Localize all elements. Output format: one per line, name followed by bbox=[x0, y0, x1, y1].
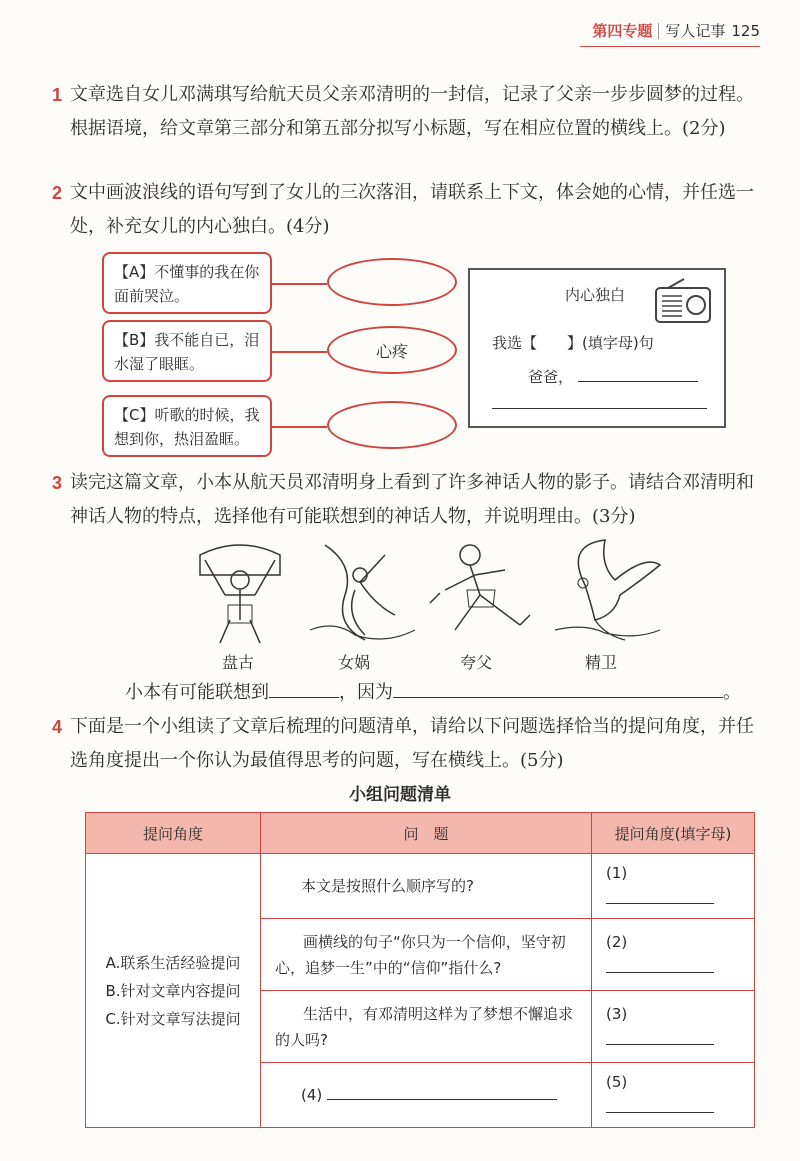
question-text: 文中画波浪线的语句写到了女儿的三次落泪，请联系上下文，体会她的心情，并任选一处，补充女儿的内心独白。(4分) bbox=[70, 182, 754, 237]
divider bbox=[658, 23, 659, 39]
jingwei-illustration bbox=[545, 535, 665, 645]
figure-blank[interactable] bbox=[269, 677, 339, 698]
slot-label: (1) bbox=[606, 864, 628, 882]
answer-cell bbox=[592, 991, 755, 1063]
question-number: 1 bbox=[52, 85, 63, 105]
monologue-box bbox=[468, 268, 726, 428]
question-cell: 生活中，有邓清明这样为了梦想不懈追求的人吗? bbox=[261, 991, 592, 1063]
question-cell: 本文是按照什么顺序写的? bbox=[261, 854, 592, 919]
header-fill: 提问角度(填字母) bbox=[592, 813, 755, 854]
answer-mid: ，因为 bbox=[339, 682, 393, 703]
figure-label: 女娲 bbox=[338, 653, 371, 672]
question-number: 3 bbox=[52, 473, 63, 493]
question-3-answer bbox=[125, 676, 765, 710]
page-number: 125 bbox=[731, 21, 760, 40]
monologue-blank-2[interactable] bbox=[492, 408, 707, 409]
connector bbox=[272, 283, 327, 285]
answer-blank[interactable] bbox=[606, 1098, 714, 1113]
radio-icon bbox=[654, 278, 712, 324]
custom-question-cell bbox=[261, 1063, 592, 1128]
figure-label: 夸父 bbox=[460, 653, 493, 672]
table-title: 小组问题清单 bbox=[349, 785, 451, 805]
slot-label: (4) bbox=[301, 1086, 323, 1104]
angle-option: A.联系生活经验提问 bbox=[105, 953, 241, 972]
monologue-line2 bbox=[528, 366, 698, 387]
answer-cell bbox=[592, 1063, 755, 1128]
answer-oval-a[interactable] bbox=[327, 258, 457, 306]
monologue-blank[interactable] bbox=[578, 381, 698, 382]
question-text: 下面是一个小组读了文章后梳理的问题清单，请给以下问题选择恰当的提问角度，并任选角度提出一个你认为最值得思考的问题，写在横线上。(5分) bbox=[70, 716, 754, 771]
angle-option: C.针对文章写法提问 bbox=[105, 1009, 241, 1028]
section-label: 第四专题 bbox=[592, 22, 653, 40]
question-cell: 画横线的句子“你只为一个信仰，坚守初心，追梦一生”中的“信仰”指什么? bbox=[261, 919, 592, 991]
option-box-a: 【A】不懂事的我在你面前哭泣。 bbox=[102, 252, 272, 314]
option-box-b: 【B】我不能自已，泪水湿了眼眶。 bbox=[102, 320, 272, 382]
question-3 bbox=[52, 466, 760, 534]
nuwa-illustration bbox=[305, 535, 425, 645]
header-question: 问 题 bbox=[261, 813, 592, 854]
question-number: 4 bbox=[52, 717, 63, 737]
question-text: 文章选自女儿邓满琪写给航天员父亲邓清明的一封信，记录了父亲一步步圆梦的过程。根据语境，给文章第三部分和第五部分拟写小标题，写在相应位置的横线上。(2分) bbox=[70, 84, 754, 139]
monologue-greeting: 爸爸， bbox=[528, 368, 574, 386]
monologue-line1: 我选【 】(填字母)句 bbox=[492, 334, 654, 352]
figure-label: 精卫 bbox=[585, 653, 618, 672]
question-1 bbox=[52, 78, 760, 146]
page-header bbox=[592, 20, 760, 41]
connector bbox=[272, 351, 327, 353]
topic-label: 写人记事 bbox=[665, 22, 726, 40]
kuafu-illustration bbox=[425, 535, 545, 645]
answer-cell bbox=[592, 919, 755, 991]
slot-label: (3) bbox=[606, 1004, 628, 1023]
question-2 bbox=[52, 176, 760, 244]
option-box-c: 【C】听歌的时候，我想到你，热泪盈眶。 bbox=[102, 395, 272, 457]
answer-end: 。 bbox=[723, 682, 741, 703]
question-number: 2 bbox=[52, 183, 63, 203]
slot-label: (2) bbox=[606, 932, 628, 951]
question-4 bbox=[52, 710, 760, 778]
figure-label: 盘古 bbox=[222, 653, 255, 672]
custom-question-blank[interactable] bbox=[327, 1085, 557, 1100]
pangu-illustration bbox=[180, 535, 300, 645]
header-angle: 提问角度 bbox=[86, 813, 261, 854]
answer-blank[interactable] bbox=[606, 958, 714, 973]
monologue-title: 内心独白 bbox=[565, 286, 626, 304]
answer-oval-c[interactable] bbox=[327, 401, 457, 449]
connector bbox=[272, 426, 327, 428]
question-table bbox=[85, 812, 755, 1128]
answer-cell bbox=[592, 854, 755, 919]
answer-blank[interactable] bbox=[606, 889, 714, 904]
slot-label: (5) bbox=[606, 1073, 628, 1091]
answer-oval-b[interactable]: 心疼 bbox=[327, 326, 457, 374]
answer-blank[interactable] bbox=[606, 1030, 714, 1045]
answer-prefix: 小本有可能联想到 bbox=[125, 682, 269, 703]
angle-option: B.针对文章内容提问 bbox=[105, 981, 241, 1000]
header-rule bbox=[580, 46, 760, 47]
angle-list bbox=[86, 854, 261, 1128]
reason-blank[interactable] bbox=[393, 677, 723, 698]
question-text: 读完这篇文章，小本从航天员邓清明身上看到了许多神话人物的影子。请结合邓清明和神话人物的特点，选择他有可能联想到的神话人物，并说明理由。(3分) bbox=[70, 472, 754, 527]
